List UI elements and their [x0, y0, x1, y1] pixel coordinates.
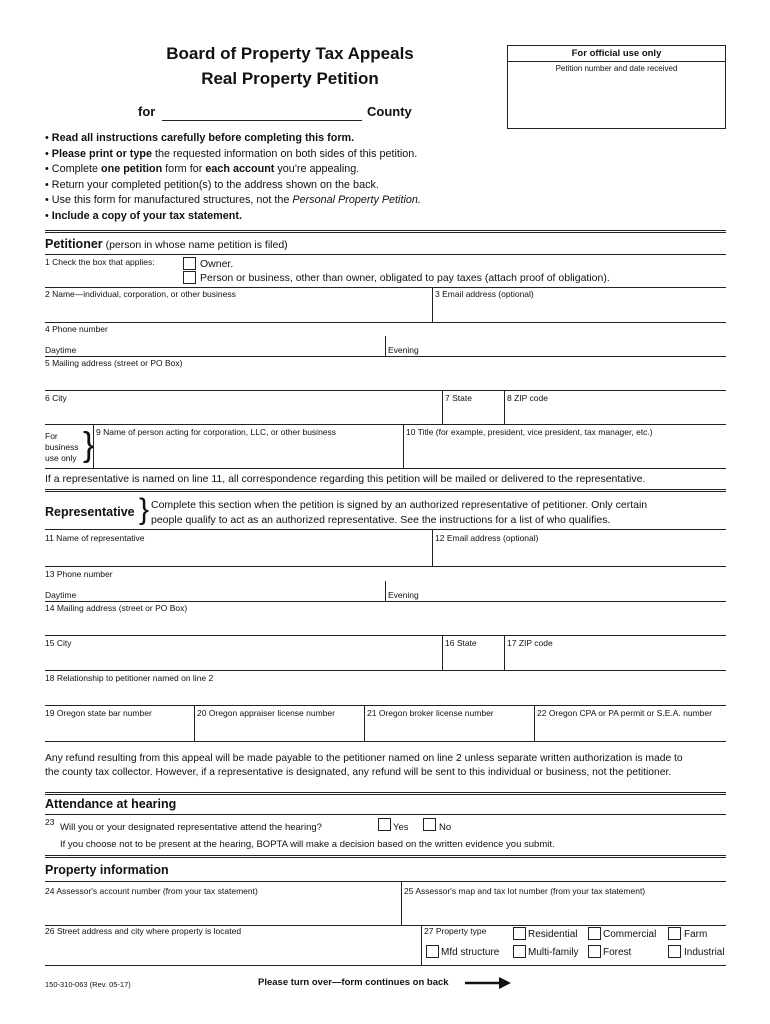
- form-title-line1: Board of Property Tax Appeals: [166, 44, 414, 63]
- turn-over-note: Please turn over—form continues on back: [258, 977, 449, 988]
- name-input[interactable]: [45, 300, 430, 320]
- row-line: [45, 322, 726, 323]
- rep-evening-phone-input[interactable]: [425, 583, 725, 599]
- line23-number: 23: [45, 817, 55, 827]
- row-line: [45, 566, 726, 567]
- line21-label: 21 Oregon broker license number: [367, 708, 494, 718]
- account-number-input[interactable]: [45, 898, 399, 923]
- attendance-question: Will you or your designated representative attend the hearing?: [60, 822, 322, 833]
- col-line: [403, 424, 404, 468]
- representative-heading: Representative: [45, 505, 135, 519]
- type-multifamily-label: Multi-family: [528, 947, 579, 958]
- title-input[interactable]: [406, 440, 725, 466]
- rep-state-input[interactable]: [445, 650, 501, 668]
- row-line: [45, 670, 726, 671]
- line14-label: 14 Mailing address (street or PO Box): [45, 603, 188, 613]
- col-line: [401, 881, 402, 925]
- property-address-input[interactable]: [45, 940, 419, 962]
- line3-label: 3 Email address (optional): [435, 289, 534, 299]
- line25-label: 25 Assessor's map and tax lot number (from your tax statement): [404, 886, 646, 896]
- col-line: [442, 390, 443, 424]
- type-forest-label: Forest: [603, 947, 632, 958]
- type-industrial-checkbox[interactable]: [668, 945, 681, 958]
- city-input[interactable]: [45, 404, 440, 422]
- mailing-address-input[interactable]: [45, 370, 725, 388]
- line20-label: 20 Oregon appraiser license number: [197, 708, 335, 718]
- row-line: [45, 705, 726, 706]
- acting-person-input[interactable]: [96, 440, 400, 466]
- rep-mailing-address-input[interactable]: [45, 615, 725, 633]
- row-line: [45, 468, 726, 469]
- owner-checkbox[interactable]: [183, 257, 196, 270]
- email-input[interactable]: [435, 300, 725, 320]
- row-line: [45, 881, 726, 882]
- section-divider: [45, 855, 726, 858]
- section-divider: [45, 792, 726, 795]
- line18-label: 18 Relationship to petitioner named on line 2: [45, 673, 214, 683]
- line10-label: 10 Title (for example, president, vice president, tax manager, etc.): [406, 427, 653, 437]
- line24-label: 24 Assessor's account number (from your tax statement): [45, 886, 258, 896]
- brace-icon: }: [139, 493, 150, 526]
- arrow-right-icon: [465, 977, 511, 989]
- county-label: County: [367, 104, 412, 119]
- line6-label: 6 City: [45, 393, 67, 403]
- relationship-input[interactable]: [45, 685, 725, 703]
- cpa-permit-input[interactable]: [537, 720, 725, 739]
- appraiser-license-input[interactable]: [197, 720, 361, 739]
- type-residential-label: Residential: [528, 929, 578, 940]
- rep-daytime-phone-input[interactable]: [82, 583, 382, 599]
- line8-label: 8 ZIP code: [507, 393, 548, 403]
- attend-no-checkbox[interactable]: [423, 818, 436, 831]
- attendance-heading: Attendance at hearing: [45, 797, 177, 811]
- line12-label: 12 Email address (optional): [435, 533, 539, 543]
- line5-label: 5 Mailing address (street or PO Box): [45, 358, 183, 368]
- col-line: [432, 287, 433, 322]
- col-line: [421, 925, 422, 965]
- rep-daytime-label: Daytime: [45, 590, 77, 600]
- col-line: [364, 705, 365, 741]
- col-line: [504, 390, 505, 424]
- evening-phone-input[interactable]: [425, 338, 725, 354]
- rep-zip-input[interactable]: [507, 650, 725, 668]
- row-line: [45, 287, 726, 288]
- other-obligated-checkbox[interactable]: [183, 271, 196, 284]
- official-box-title: For official use only: [508, 46, 725, 62]
- instruction-item: • Read all instructions carefully before completing this form.: [45, 132, 355, 144]
- row-line: [45, 356, 726, 357]
- col-line: [432, 529, 433, 566]
- for-label: for: [138, 104, 156, 119]
- property-heading: Property information: [45, 863, 169, 877]
- evening-label: Evening: [388, 345, 419, 355]
- attendance-note: If you choose not to be present at the hearing, BOPTA will make a decision based on the written evidence you submit.: [60, 839, 555, 850]
- instruction-item: • Please print or type the requested information on both sides of this petition.: [45, 147, 418, 160]
- row-line: [45, 635, 726, 636]
- row-line: [45, 529, 726, 530]
- instruction-item: • Include a copy of your tax statement.: [45, 209, 242, 222]
- daytime-label: Daytime: [45, 345, 77, 355]
- rep-evening-label: Evening: [388, 590, 419, 600]
- rep-note-line1: Complete this section when the petition is signed by an authorized representative of petitioner. Only certain: [151, 499, 648, 511]
- type-multifamily-checkbox[interactable]: [513, 945, 526, 958]
- form-title-line2: Real Property Petition: [201, 69, 379, 88]
- attend-yes-label: Yes: [393, 822, 409, 833]
- petitioner-heading: Petitioner (person in whose name petition is filed): [45, 237, 288, 251]
- map-tax-lot-input[interactable]: [404, 898, 725, 923]
- type-industrial-label: Industrial: [684, 947, 725, 958]
- type-commercial-label: Commercial: [603, 929, 657, 940]
- bar-number-input[interactable]: [45, 720, 191, 739]
- instruction-item: • Return your completed petition(s) to the address shown on the back.: [45, 178, 379, 191]
- col-line: [385, 336, 386, 356]
- line27-label: 27 Property type: [424, 926, 487, 936]
- line1-label: 1 Check the box that applies:: [45, 257, 155, 267]
- type-mfd-label: Mfd structure: [441, 947, 500, 958]
- official-box-sub: Petition number and date received: [555, 64, 678, 73]
- type-mfd-checkbox[interactable]: [426, 945, 439, 958]
- line22-label: 22 Oregon CPA or PA permit or S.E.A. number: [537, 708, 712, 718]
- col-line: [534, 705, 535, 741]
- instructions-list: [45, 131, 421, 225]
- state-input[interactable]: [445, 404, 501, 422]
- line4-label: 4 Phone number: [45, 324, 108, 334]
- rep-correspondence-note: If a representative is named on line 11, all correspondence regarding this petition will be mailed or delivered to the representative.: [45, 473, 646, 485]
- line11-label: 11 Name of representative: [45, 533, 145, 543]
- attend-yes-checkbox[interactable]: [378, 818, 391, 831]
- rep-name-input[interactable]: [45, 545, 430, 564]
- col-line: [385, 581, 386, 601]
- rep-email-input[interactable]: [435, 545, 725, 564]
- form-number: 150-310-063 (Rev. 05-17): [45, 980, 131, 989]
- daytime-phone-input[interactable]: [82, 338, 382, 354]
- line19-label: 19 Oregon state bar number: [45, 708, 152, 718]
- rep-note-line2: people qualify to act as an authorized representative. See the instructions for a list of who qualifies.: [151, 514, 611, 526]
- col-line: [504, 635, 505, 670]
- col-line: [194, 705, 195, 741]
- row-line: [45, 601, 726, 602]
- rep-city-input[interactable]: [45, 650, 440, 668]
- refund-note-line1: Any refund resulting from this appeal will be made payable to the petitioner named on line 2 unless separate written authorization is made to: [45, 753, 683, 764]
- line7-label: 7 State: [445, 393, 472, 403]
- line16-label: 16 State: [445, 638, 477, 648]
- line9-label: 9 Name of person acting for corporation, LLC, or other business: [96, 427, 337, 437]
- type-farm-label: Farm: [684, 929, 708, 940]
- for-business-label: For business use only: [45, 431, 79, 463]
- line2-label: 2 Name—individual, corporation, or other business: [45, 289, 236, 299]
- type-forest-checkbox[interactable]: [588, 945, 601, 958]
- other-obligated-label: Person or business, other than owner, obligated to pay taxes (attach proof of obligation).: [200, 272, 610, 284]
- type-commercial-checkbox[interactable]: [588, 927, 601, 940]
- row-line: [45, 741, 726, 742]
- row-line: [45, 424, 726, 425]
- type-farm-checkbox[interactable]: [668, 927, 681, 940]
- row-line: [45, 390, 726, 391]
- col-line: [442, 635, 443, 670]
- row-line: [45, 254, 726, 255]
- row-line: [45, 965, 726, 966]
- type-residential-checkbox[interactable]: [513, 927, 526, 940]
- owner-label: Owner.: [200, 258, 234, 270]
- line15-label: 15 City: [45, 638, 72, 648]
- line13-label: 13 Phone number: [45, 569, 113, 579]
- official-use-box: [507, 45, 726, 129]
- row-line: [45, 814, 726, 815]
- zip-input[interactable]: [507, 404, 725, 422]
- brace-icon: }: [83, 426, 95, 464]
- instruction-item: • Complete one petition form for each account you're appealing.: [45, 163, 360, 176]
- section-divider: [45, 230, 726, 233]
- attend-no-label: No: [439, 822, 452, 833]
- instruction-item: • Use this form for manufactured structures, not the Personal Property Petition.: [45, 194, 421, 207]
- broker-license-input[interactable]: [367, 720, 531, 739]
- line17-label: 17 ZIP code: [507, 638, 553, 648]
- refund-note-line2: the county tax collector. However, if a representative is designated, any refund will be sent to this individual or business, not the petitioner.: [45, 767, 672, 778]
- line26-label: 26 Street address and city where property is located: [45, 926, 242, 936]
- col-line: [93, 424, 94, 468]
- county-input[interactable]: [162, 120, 362, 121]
